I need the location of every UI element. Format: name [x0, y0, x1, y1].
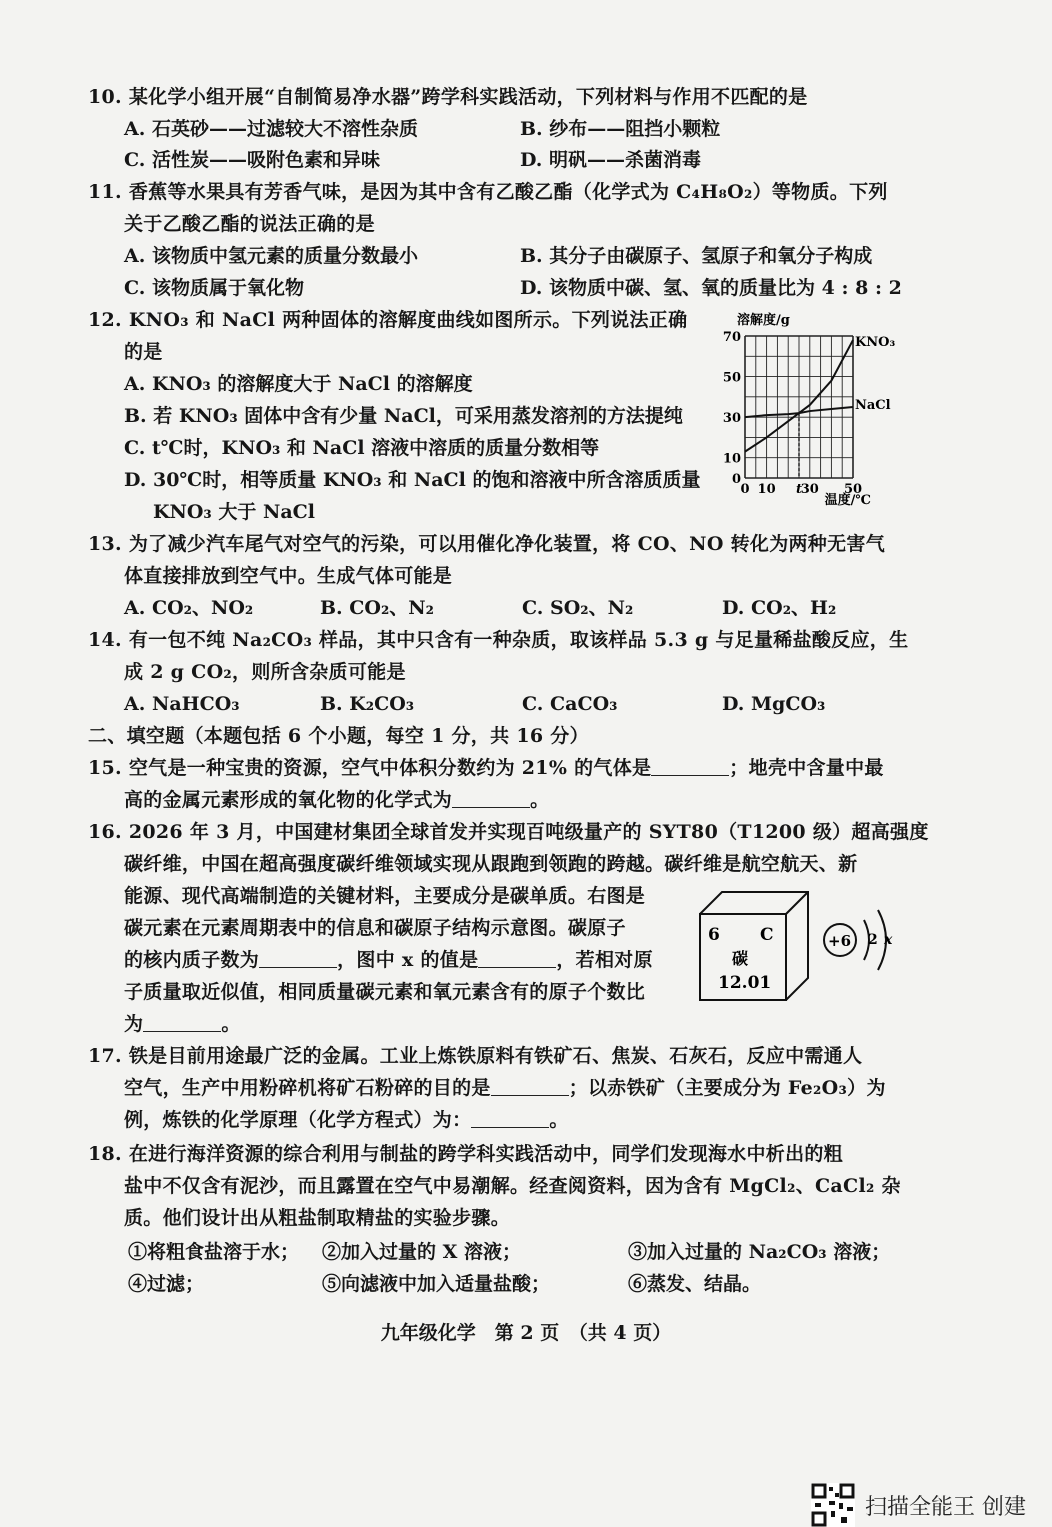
carbon-element-figure	[690, 880, 910, 1020]
q12-option-b: B. 若 KNO₃ 固体中含有少量 NaCl，可采用蒸发溶剂的方法提纯	[124, 405, 683, 427]
q18-line2: 盐中不仅含有泥沙，而且露置在空气中易潮解。经查阅资料，因为含有 MgCl₂、CaCl₂ 杂	[124, 1175, 901, 1197]
chart-legend-label: KNO₃	[855, 335, 896, 351]
q11-option-b: B. 其分子由碳原子、氢原子和氧分子构成	[520, 245, 873, 267]
q10-option-a: A. 石英砂——过滤较大不溶性杂质	[124, 118, 418, 140]
q18-step-2: ②加入过量的 X 溶液；	[322, 1241, 521, 1263]
q18-step-5: ⑤向滤液中加入适量盐酸；	[322, 1273, 551, 1295]
q15-line1	[88, 756, 884, 780]
q13-option-c: C. SO₂、N₂	[522, 597, 634, 619]
q12-option-d-line1: D. 30℃时，相等质量 KNO₃ 和 NaCl 的饱和溶液中所含溶质质量	[124, 469, 701, 491]
q16-line4: 碳元素在元素周期表中的信息和碳原子结构示意图。碳原子	[124, 917, 626, 939]
watermark-text: 扫描全能王 创建	[865, 1494, 1026, 1520]
q17-line2	[124, 1076, 886, 1100]
q17-blank-1[interactable]	[491, 1077, 569, 1096]
q16-line5	[124, 948, 653, 972]
q13-stem-line2: 体直接排放到空气中。生成气体可能是	[124, 565, 453, 587]
q10-option-d: D. 明矾——杀菌消毒	[520, 149, 702, 171]
q10-stem: 10. 某化学小组开展“自制简易净水器”跨学科实践活动，下列材料与作用不匹配的是	[88, 86, 808, 108]
q13-option-a: A. CO₂、NO₂	[124, 597, 254, 619]
chart-x-tick-label: 50	[843, 482, 863, 497]
qr-code-icon	[811, 1483, 855, 1527]
chart-x-tick-label: 10	[757, 482, 776, 497]
q16-line3: 能源、现代高端制造的关键材料，主要成分是碳单质。右图是	[124, 885, 646, 907]
q16-text-b: ，图中 x 的值是	[337, 949, 479, 971]
q10-option-c: C. 活性炭——吸附色素和异味	[124, 149, 381, 171]
q17-text-d: 。	[549, 1109, 569, 1131]
q18-step-1: ①将粗食盐溶于水；	[128, 1241, 300, 1263]
q15-text-d: 。	[530, 789, 550, 811]
q11-option-c: C. 该物质属于氧化物	[124, 277, 305, 299]
element-symbol: C	[760, 925, 774, 945]
q17-blank-2[interactable]	[471, 1109, 549, 1128]
q12-stem-line2: 的是	[124, 341, 163, 363]
q14-option-d: D. MgCO₃	[722, 693, 826, 715]
q16-text-d: 为	[124, 1013, 144, 1035]
q14-stem-line1: 14. 有一包不纯 Na₂CO₃ 样品，其中只含有一种杂质，取该样品 5.3 g 与足量稀盐酸反应，生	[88, 629, 909, 651]
q16-text-a: 的核内质子数为	[124, 949, 260, 971]
atom-structure-diagram	[824, 910, 893, 970]
q18-step-3: ③加入过量的 Na₂CO₃ 溶液；	[628, 1241, 891, 1263]
chart-y-tick-label: 10	[722, 451, 741, 467]
q11-stem-line1: 11. 香蕉等水果具有芳香气味，是因为其中含有乙酸乙酯（化学式为 C₄H₈O₂）等物质。下列	[88, 181, 888, 203]
q15-blank-1[interactable]	[651, 757, 729, 776]
q16-line1: 16. 2026 年 3 月，中国建材集团全球首发并实现百吨级量产的 SYT80（T1200 级）超高强度	[88, 821, 929, 843]
scanner-watermark	[811, 1483, 1026, 1527]
q15-text-a: 15. 空气是一种宝贵的资源，空气中体积分数约为 21% 的气体是	[88, 757, 652, 779]
q15-line2	[124, 788, 549, 812]
nucleus-charge: +6	[828, 932, 852, 950]
q11-option-a: A. 该物质中氢元素的质量分数最小	[124, 245, 418, 267]
chart-y-tick-label: 0	[731, 472, 741, 487]
chart-y-axis-title: 溶解度/g	[737, 313, 790, 328]
q12-option-c: C. t℃时，KNO₃ 和 NaCl 溶液中溶质的质量分数相等	[124, 437, 600, 459]
q13-option-d: D. CO₂、H₂	[722, 597, 837, 619]
q14-option-b: B. K₂CO₃	[320, 693, 415, 715]
q14-option-c: C. CaCO₃	[522, 693, 618, 715]
q17-text-a: 空气，生产中用粉碎机将矿石粉碎的目的是	[124, 1077, 491, 1099]
element-atomic-number: 6	[708, 925, 720, 945]
q17-line1: 17. 铁是目前用途最广泛的金属。工业上炼铁原料有铁矿石、焦炭、石灰石，反应中需通人	[88, 1045, 863, 1067]
q10-option-b: B. 纱布——阻挡小颗粒	[520, 118, 721, 140]
q15-blank-2[interactable]	[452, 789, 530, 808]
shell2-electrons: x	[884, 932, 893, 948]
q15-text-b: ；地壳中含量中最	[729, 757, 884, 779]
q15-text-c: 高的金属元素形成的氧化物的化学式为	[124, 789, 453, 811]
q18-line1: 18. 在进行海洋资源的综合利用与制盐的跨学科实践活动中，同学们发现海水中析出的粗	[88, 1143, 843, 1165]
q12-option-d-line2: KNO₃ 大于 NaCl	[153, 501, 316, 523]
q17-text-b: ；以赤铁矿（主要成分为 Fe₂O₃）为	[568, 1077, 886, 1099]
chart-y-tick-label: 50	[722, 370, 741, 386]
q11-stem-line2: 关于乙酸乙酯的说法正确的是	[124, 213, 375, 235]
q12-stem-line1: 12. KNO₃ 和 NaCl 两种固体的溶解度曲线如图所示。下列说法正确	[88, 309, 688, 331]
q11-option-d: D. 该物质中碳、氢、氧的质量比为 4 : 8 : 2	[520, 277, 902, 299]
element-name: 碳	[732, 949, 749, 968]
q12-option-a: A. KNO₃ 的溶解度大于 NaCl 的溶解度	[124, 373, 473, 395]
page-footer: 九年级化学 第 2 页 （共 4 页）	[380, 1322, 672, 1344]
chart-x-tick-label: 30	[800, 482, 819, 497]
element-mass: 12.01	[718, 973, 772, 993]
chart-x-axis-title: 温度/℃	[824, 493, 871, 508]
chart-y-tick-label: 30	[722, 411, 741, 427]
q18-step-4: ④过滤；	[128, 1273, 205, 1295]
chart-x-tick-label: t	[795, 482, 803, 497]
chart-y-tick-label: 70	[722, 330, 741, 345]
q14-option-a: A. NaHCO₃	[124, 693, 240, 715]
q16-blank-1[interactable]	[259, 949, 337, 968]
q13-option-b: B. CO₂、N₂	[320, 597, 434, 619]
q16-line2: 碳纤维，中国在超高强度碳纤维领域实现从跟跑到领跑的跨越。碳纤维是航空航天、新	[124, 853, 858, 875]
q16-text-e: 。	[221, 1013, 241, 1035]
q16-text-c: ，若相对原	[556, 949, 653, 971]
chart-x-tick-label: 0	[740, 482, 750, 497]
section-heading: 二、填空题（本题包括 6 个小题，每空 1 分，共 16 分）	[88, 725, 589, 747]
q14-stem-line2: 成 2 g CO₂，则所含杂质可能是	[124, 661, 406, 683]
q16-line7	[124, 1012, 241, 1036]
q18-line3: 质。他们设计出从粗盐制取精盐的实验步骤。	[124, 1207, 511, 1229]
q16-line6: 子质量取近似值，相同质量碳元素和氧元素含有的原子个数比	[124, 981, 646, 1003]
q13-stem-line1: 13. 为了减少汽车尾气对空气的污染，可以用催化净化装置，将 CO、NO 转化为两种无害气	[88, 533, 885, 555]
q17-line3	[124, 1108, 569, 1132]
q18-step-6: ⑥蒸发、结晶。	[628, 1273, 762, 1295]
q16-blank-3[interactable]	[143, 1013, 221, 1032]
chart-legend-label: NaCl	[855, 398, 891, 413]
solubility-chart	[715, 308, 905, 508]
q16-blank-2[interactable]	[478, 949, 556, 968]
shell1-electrons: 2	[868, 932, 878, 948]
q17-text-c: 例，炼铁的化学原理（化学方程式）为：	[124, 1109, 472, 1131]
